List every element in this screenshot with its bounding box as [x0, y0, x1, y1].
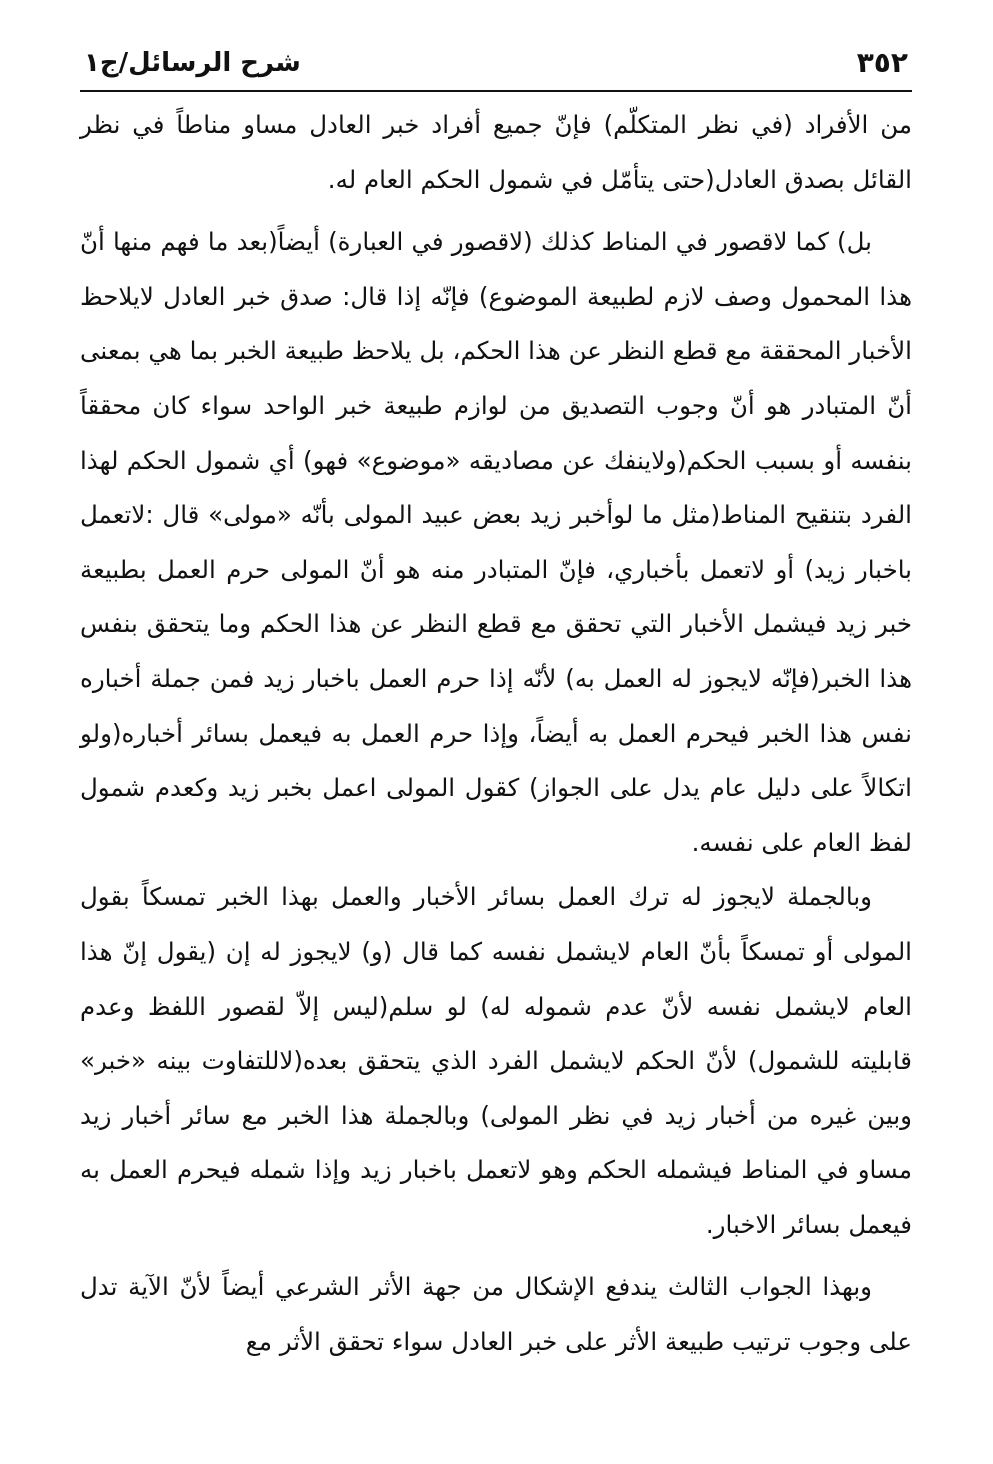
paragraph-1: من الأفراد (في نظر المتكلّم) فإنّ جميع أفراد خبر العادل مساو مناطاً في نظر القائل بصدق العادل(حتى يتأمّل في شمول الحكم العام له.	[80, 110, 912, 194]
paragraph-2: بل) كما لاقصور في المناط كذلك (لاقصور في العبارة) أيضاً(بعد ما فهم منها أنّ هذا المحمول وصف لازم لطبيعة الموضوع) فإنّه إذا قال: صدق خبر العادل لايلاحظ الأخبار المحققة مع قطع النظر عن هذا الحكم، بل يلاحظ طبيعة الخبر بما هي بمعنى أنّ المتبادر هو أنّ وجوب التصديق من لوازم طبيعة خبر الواحد سواء كان محققاً بنفسه أو بسبب الحكم(ولاينفك عن مصاديقه «موضوع» فهو) أي شمول الحكم لهذا الفرد بتنقيح المناط(مثل ما لوأخبر زيد بعض عبيد المولى بأنّه «مولى» قال :لاتعمل باخبار زيد) أو لاتعمل بأخباري، فإنّ المتبادر منه هو أنّ المولى حرم العمل بطبيعة خبر زيد فيشمل الأخبار التي تحقق مع قطع النظر عن هذا الحكم وما يتحقق بنفس هذا الخبر(فإنّه لايجوز له العمل به) لأنّه إذا حرم العمل باخبار زيد فمن جملة أخباره نفس هذا الخبر فيحرم العمل به أيضاً، وإذا حرم العمل به فيعمل بسائر أخباره(ولو اتكالاً على دليل عام يدل على الجواز) كقول المولى اعمل بخبر زيد وكعدم شمول لفظ العام على نفسه.	[80, 227, 912, 857]
body-text	[80, 98, 912, 1370]
paragraph-3: وبالجملة لايجوز له ترك العمل بسائر الأخبار والعمل بهذا الخبر تمسكاً بقول المولى أو تمسكاً بأنّ العام لايشمل نفسه كما قال (و) لايجوز له إن (يقول إنّ هذا العام لايشمل نفسه لأنّ عدم شموله له) لو سلم(ليس إلاّ لقصور اللفظ وعدم قابليته للشمول) لأنّ الحكم لايشمل الفرد الذي يتحقق بعده(لاللتفاوت بينه «خبر» وبين غيره من أخبار زيد في نظر المولى) وبالجملة هذا الخبر مع سائر أخبار زيد مساو في المناط فيشمله الحكم وهو لاتعمل باخبار زيد وإذا شمله فيحرم العمل به فيعمل بسائر الاخبار.	[80, 882, 912, 1239]
paragraph-4: وبهذا الجواب الثالث يندفع الإشكال من جهة الأثر الشرعي أيضاً لأنّ الآية تدل على وجوب ترتيب طبيعة الأثر على خبر العادل سواء تحقق الأثر مع	[80, 1272, 912, 1357]
book-page	[80, 40, 912, 1440]
page-header	[80, 40, 912, 92]
page-number: ٣٥٢	[856, 46, 908, 79]
running-title: شرح الرسائل/ج١	[84, 48, 301, 78]
